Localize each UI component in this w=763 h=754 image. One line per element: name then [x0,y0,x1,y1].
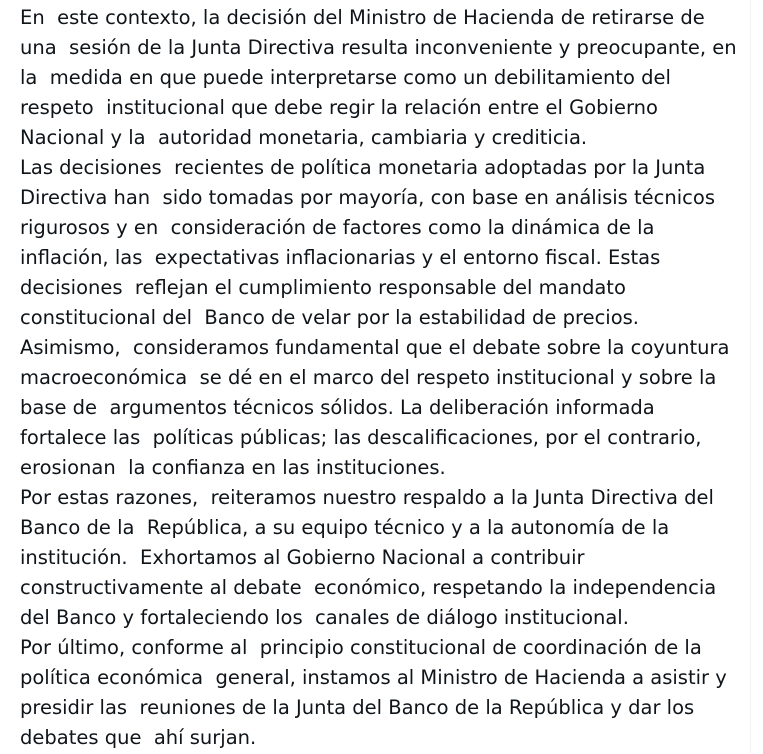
text-line: inflación, las expectativas inflacionarias y el entorno fiscal. Estas [20,246,661,269]
text-line: constitucional del Banco de velar por la estabilidad de precios. [20,306,639,329]
text-line: Directiva han sido tomadas por mayoría, con base en análisis técnicos [20,186,715,209]
text-line: debates que ahí surjan. [20,726,257,749]
text-line: respeto institucional que debe regir la relación entre el Gobierno [20,96,658,119]
text-line: institución. Exhortamos al Gobierno Nacional a contribuir [20,546,585,569]
text-line: fortalece las políticas públicas; las descalificaciones, por el contrario, [20,426,702,449]
text-line: decisiones reflejan el cumplimiento responsable del mandato [20,276,626,299]
text-line: En este contexto, la decisión del Ministro de Hacienda de retirarse de [20,6,705,29]
text-line: la medida en que puede interpretarse como un debilitamiento del [20,66,671,89]
text-line: Nacional y la autoridad monetaria, cambiaria y crediticia. [20,126,588,149]
text-line: del Banco y fortaleciendo los canales de diálogo institucional. [20,606,629,629]
text-line: Por último, conforme al principio constitucional de coordinación de la [20,636,702,659]
text-line: rigurosos y en consideración de factores como la dinámica de la [20,216,655,239]
text-line: una sesión de la Junta Directiva resulta inconveniente y preocupante, en [20,36,737,59]
text-line: política económica general, instamos al Ministro de Hacienda a asistir y [20,666,727,689]
post-text [20,3,755,753]
text-line: Banco de la República, a su equipo técnico y a la autonomía de la [20,516,670,539]
text-line: Las decisiones recientes de política monetaria adoptadas por la Junta [20,156,706,179]
column-divider [750,0,751,754]
text-line: Asimismo, consideramos fundamental que el debate sobre la coyuntura [20,336,730,359]
text-line: presidir las reuniones de la Junta del Banco de la República y dar los [20,696,695,719]
text-line: macroeconómica se dé en el marco del respeto institucional y sobre la [20,366,717,389]
text-line: constructivamente al debate económico, respetando la independencia [20,576,717,599]
text-line: base de argumentos técnicos sólidos. La deliberación informada [20,396,655,419]
text-line: Por estas razones, reiteramos nuestro respaldo a la Junta Directiva del [20,486,714,509]
text-line: erosionan la confianza en las instituciones. [20,456,446,479]
